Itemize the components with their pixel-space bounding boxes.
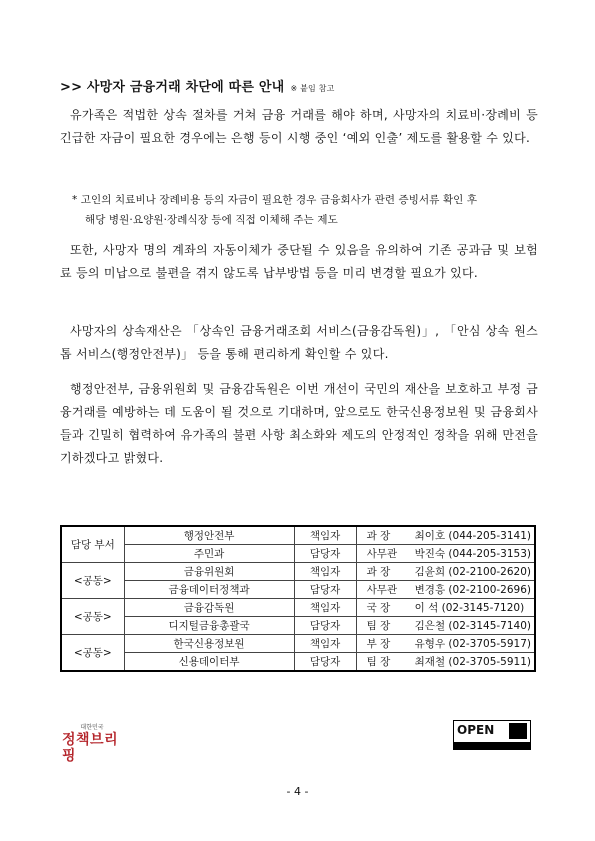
position-text: 부 장 <box>366 638 391 650</box>
position-text: 팀 장 <box>366 656 391 668</box>
role-cell: 책임자 <box>294 526 356 545</box>
table-row <box>61 545 535 563</box>
role-cell: 담당자 <box>294 617 356 635</box>
table-row <box>61 635 535 653</box>
position-text: 사무관 <box>366 548 398 560</box>
table-row <box>61 599 535 617</box>
table-row <box>61 581 535 599</box>
person-text: 김윤희 (02-2100-2620) <box>414 566 531 578</box>
role-cell: 담당자 <box>294 653 356 672</box>
logo-big-text: 정책브리핑 <box>62 732 119 764</box>
person-cell <box>356 581 535 599</box>
page-number: - 4 - <box>286 785 309 798</box>
open-license-logo <box>453 720 531 750</box>
heading-note: ※ 붙임 참고 <box>290 84 335 93</box>
person-cell <box>356 545 535 563</box>
paragraph-2: 또한, 사망자 명의 계좌의 자동이체가 중단될 수 있음을 유의하여 기존 공과금 및 보험료 등의 미납으로 불편을 겪지 않도록 납부방법 등을 미리 변경할 필요가 있다. <box>60 243 538 280</box>
person-cell <box>356 617 535 635</box>
person-text: 박진숙 (044-205-3153) <box>414 548 531 560</box>
role-cell: 책임자 <box>294 599 356 617</box>
person-text: 최이호 (044-205-3141) <box>414 530 531 542</box>
person-cell <box>356 563 535 581</box>
position-text: 과 장 <box>366 566 391 578</box>
person-text: 최재철 (02-3705-5911) <box>414 656 531 668</box>
license-strip <box>454 742 530 749</box>
position-text: 사무관 <box>366 584 398 596</box>
section-heading <box>60 76 335 95</box>
position-text: 국 장 <box>366 602 391 614</box>
footnote-line-2: 해당 병원·요양원·장례식장 등에 직접 이체해 주는 제도 <box>85 214 338 226</box>
paragraph-1: 유가족은 적법한 상속 절차를 거쳐 금융 거래를 해야 하며, 사망자의 치료비·장례비 등 긴급한 자금이 필요한 경우에는 은행 등이 시행 중인 ‘예외 인출’ 제도를 활용할 수 있다. <box>60 108 538 145</box>
contacts-table <box>60 525 536 672</box>
person-cell <box>356 635 535 653</box>
footnote-line-1: * 고인의 치료비나 장례비용 등의 자금이 필요한 경우 금융회사가 관련 증빙서류 확인 후 <box>72 194 478 206</box>
table-row <box>61 653 535 672</box>
group-label: <공동> <box>61 563 124 599</box>
group-label: <공동> <box>61 635 124 672</box>
position-text: 과 장 <box>366 530 391 542</box>
unit-cell: 금융데이터정책과 <box>124 581 294 599</box>
person-text: 김은철 (02-3145-7140) <box>414 620 531 632</box>
table-row <box>61 563 535 581</box>
unit-cell: 한국신용정보원 <box>124 635 294 653</box>
open-text: OPEN <box>457 723 495 737</box>
person-text: 이 석 (02-3145-7120) <box>414 602 525 614</box>
logo-small-text: 대한민국 <box>80 724 104 731</box>
group-label: 담당 부서 <box>61 526 124 563</box>
role-cell: 담당자 <box>294 545 356 563</box>
table-row <box>61 617 535 635</box>
role-cell: 담당자 <box>294 581 356 599</box>
unit-cell: 신용데이터부 <box>124 653 294 672</box>
person-cell <box>356 526 535 545</box>
role-cell: 책임자 <box>294 563 356 581</box>
footnote <box>72 190 542 230</box>
unit-cell: 행정안전부 <box>124 526 294 545</box>
policy-briefing-logo <box>62 724 122 764</box>
paragraph-3: 사망자의 상속재산은 「상속인 금융거래조회 서비스(금융감독원)」, 「안심 상속 원스톱 서비스(행정안전부)」 등을 통해 편리하게 확인할 수 있다. <box>60 324 538 361</box>
unit-cell: 금융위원회 <box>124 563 294 581</box>
paragraph-4: 행정안전부, 금융위원회 및 금융감독원은 이번 개선이 국민의 재산을 보호하고 부정 금융거래를 예방하는 데 도움이 될 것으로 기대하며, 앞으로도 한국신용정보원 및 금융회사들과 긴밀히 협력하여 유가족의 불편 사항 최소화와 제도의 안정적인 정착을 위해 만전을 기하겠다고 밝혔다. <box>60 382 538 465</box>
table-row <box>61 526 535 545</box>
position-text: 팀 장 <box>366 620 391 632</box>
heading-title: >> 사망자 금융거래 차단에 따른 안내 <box>60 80 285 95</box>
unit-cell: 디지털금융총괄국 <box>124 617 294 635</box>
person-text: 유형우 (02-3705-5917) <box>414 638 531 650</box>
person-text: 변경흥 (02-2100-2696) <box>414 584 531 596</box>
role-cell: 책임자 <box>294 635 356 653</box>
unit-cell: 주민과 <box>124 545 294 563</box>
group-label: <공동> <box>61 599 124 635</box>
license-badge-icon <box>509 723 527 739</box>
person-cell <box>356 653 535 672</box>
person-cell <box>356 599 535 617</box>
unit-cell: 금융감독원 <box>124 599 294 617</box>
